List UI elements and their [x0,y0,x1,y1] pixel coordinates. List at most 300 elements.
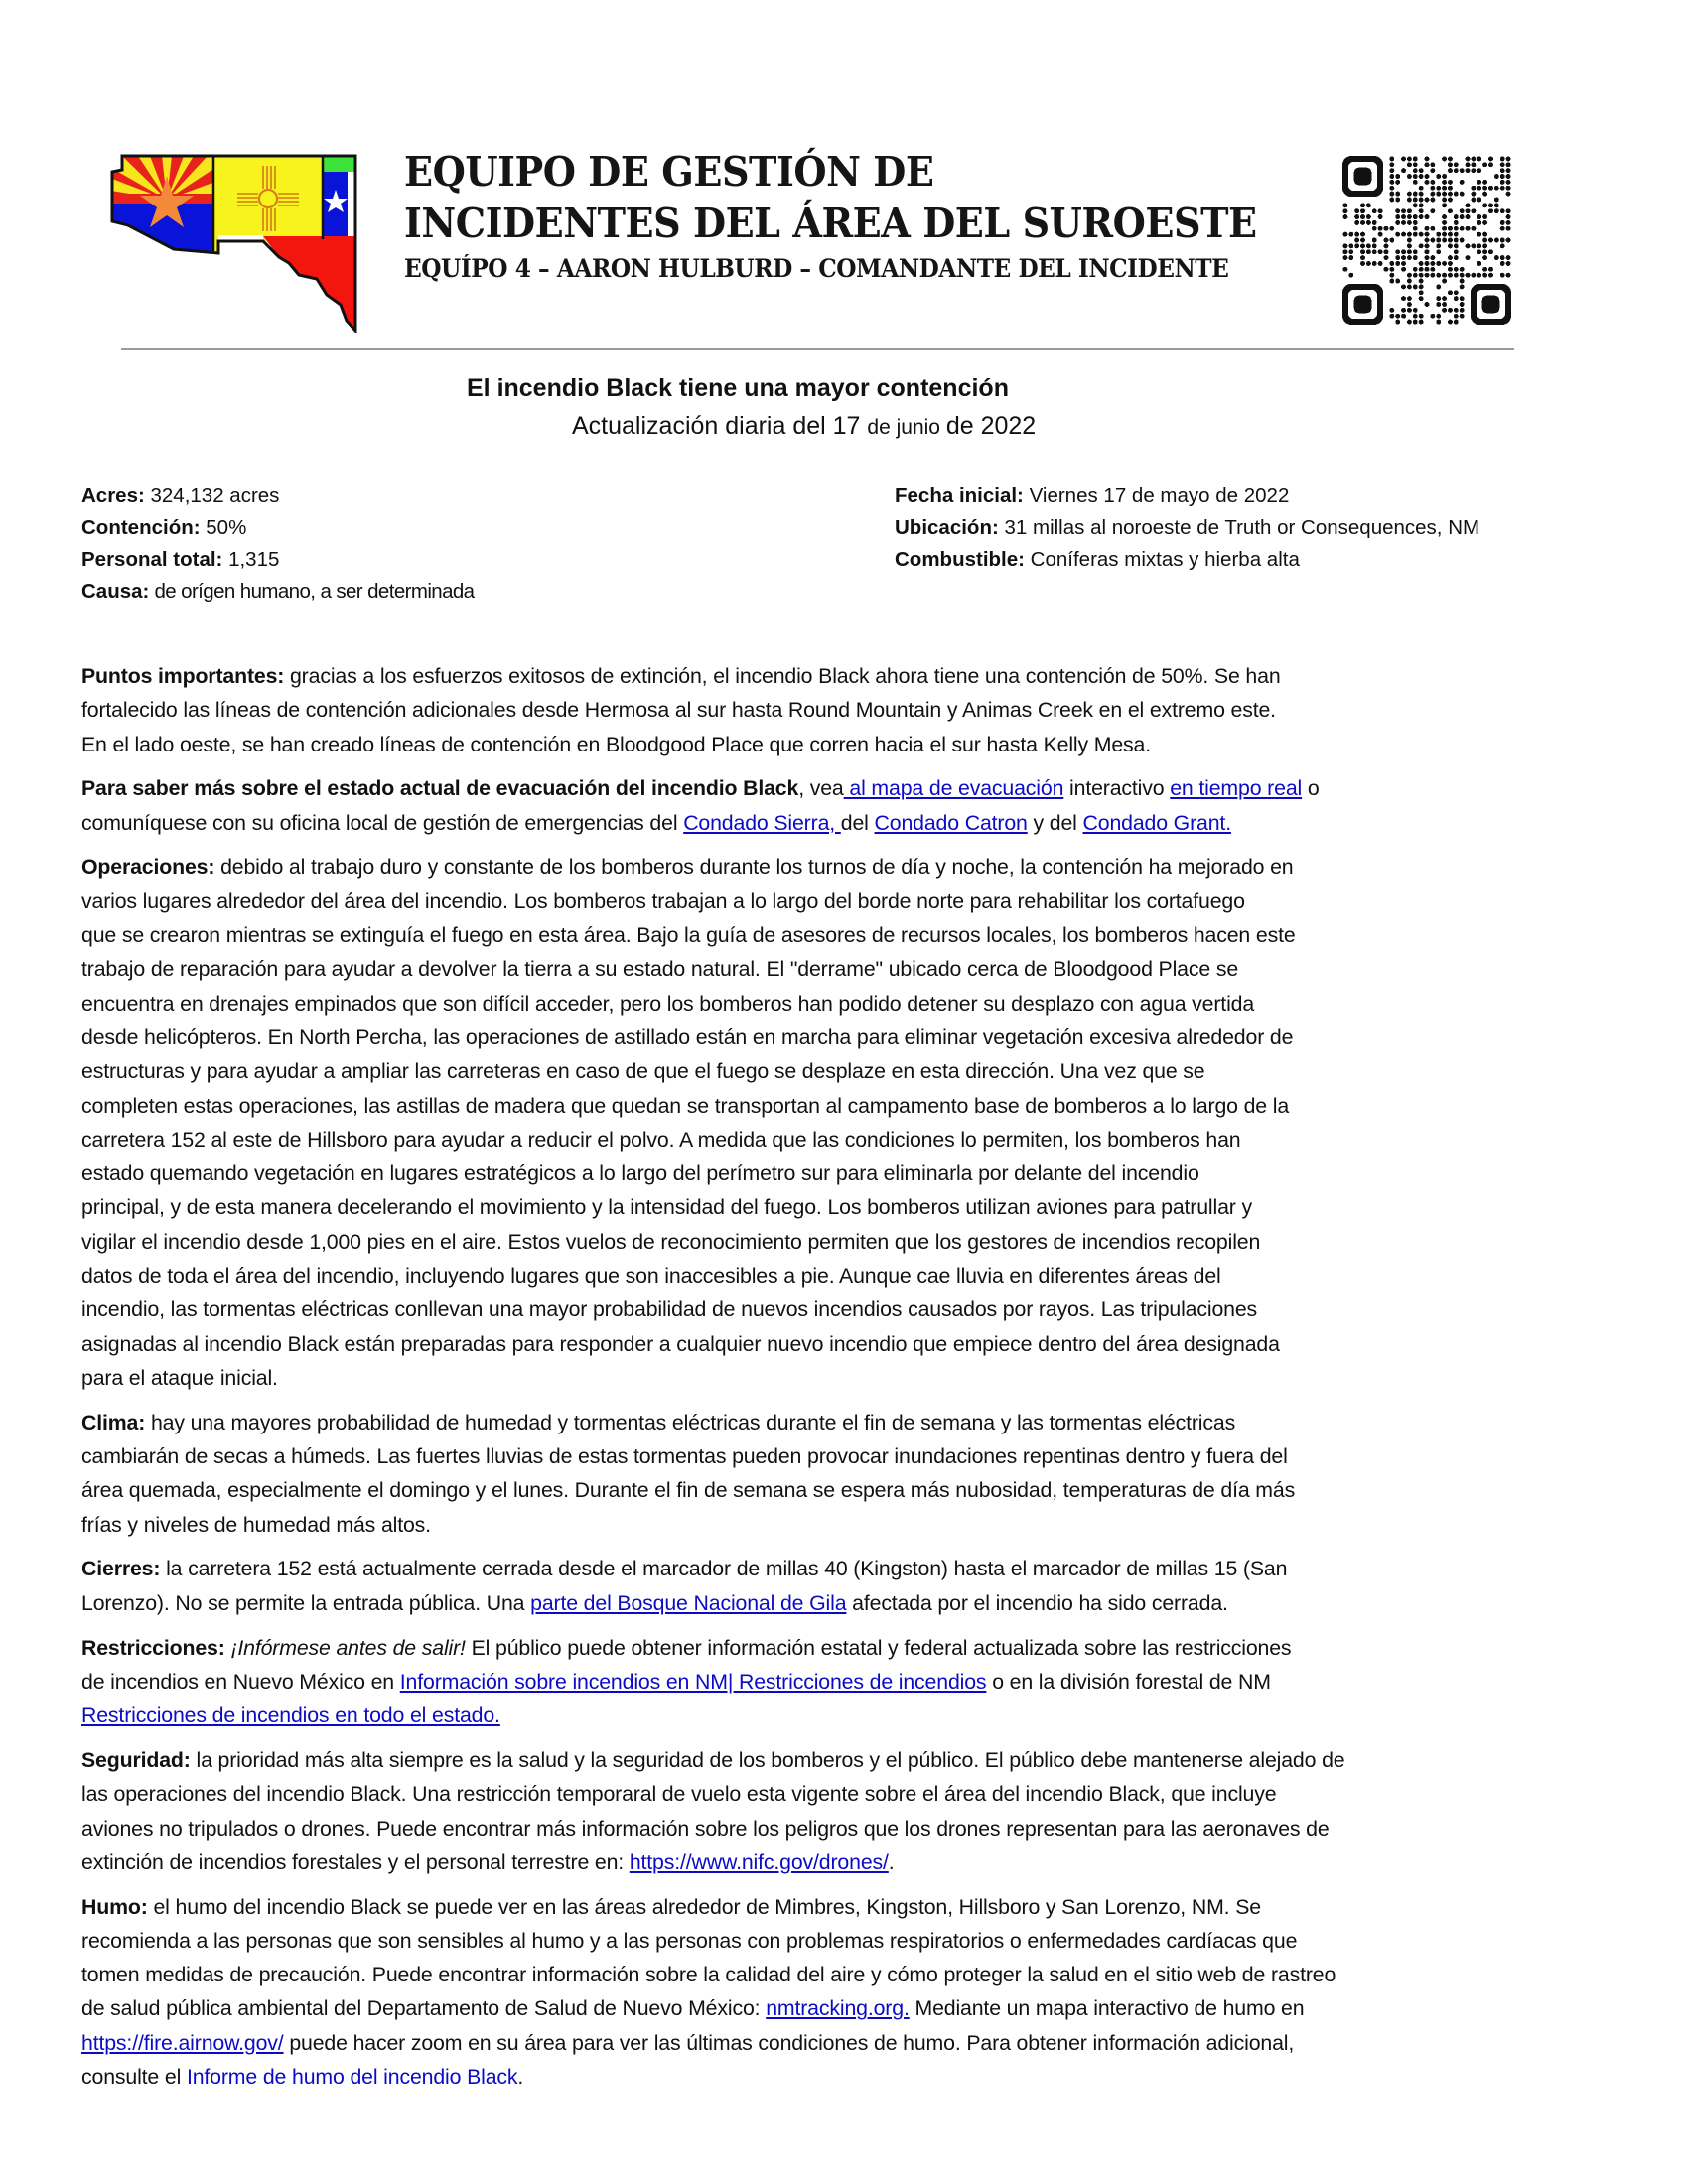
qr-module [1442,180,1447,185]
qr-module [1448,308,1453,313]
qr-module [1436,314,1441,319]
section-label: Cierres: [81,1557,161,1581]
text: . [888,1849,895,1874]
qr-module [1413,203,1418,207]
qr-module [1389,273,1394,278]
update-date [572,412,1036,441]
qr-module [1425,180,1430,185]
qr-module [1500,208,1505,213]
stat-label: Personal total: [81,548,223,571]
qr-module [1482,203,1487,207]
text-line: área quemada, especialmente el domingo y el lunes. Durante el fin de semana se espera más nubosidad, temperaturas de día más [81,1478,1296,1503]
qr-module [1395,192,1400,197]
qr-module [1342,232,1347,237]
qr-module [1442,220,1447,225]
qr-module [1389,156,1394,161]
qr-module [1436,261,1441,266]
qr-module [1425,273,1430,278]
text: puede hacer zoom en su área para ver las últimas condiciones de humo. Para obtener información adicional, [283,2030,1295,2055]
text-line: el humo del incendio Black se puede ver en las áreas alrededor de Mimbres, Kingston, Hillsboro y San Lorenzo, NM. Se [147,1894,1261,1919]
qr-module [1342,267,1347,272]
catron-county-link[interactable]: Condado Catron [874,810,1028,835]
qr-module [1401,267,1406,272]
qr-module [1460,168,1465,173]
qr-module [1401,314,1406,319]
qr-module [1425,226,1430,231]
qr-module [1436,296,1441,301]
qr-module [1366,220,1371,225]
qr-module [1460,267,1465,272]
qr-module [1413,192,1418,197]
qr-module [1395,249,1400,254]
qr-module [1407,232,1412,237]
qr-module [1454,214,1459,219]
qr-module [1395,214,1400,219]
qr-module [1471,243,1476,248]
qr-module [1494,186,1499,191]
section-label: Restricciones: [81,1635,225,1660]
qr-module [1389,314,1394,319]
qr-module [1460,273,1465,278]
qr-module [1482,186,1487,191]
qr-module [1419,314,1424,319]
qr-module [1477,243,1481,248]
stat-label: Fecha inicial: [895,484,1024,507]
qr-module [1407,302,1412,307]
qr-module [1395,174,1400,179]
qr-module [1348,255,1353,260]
qr-module [1436,302,1441,307]
stat-value: 1,315 [222,548,280,571]
qr-module [1488,267,1493,272]
qr-module [1395,314,1400,319]
qr-module [1448,238,1453,243]
qr-module [1460,279,1465,284]
qr-module [1477,220,1481,225]
qr-module [1425,302,1430,307]
qr-module [1389,168,1394,173]
qr-module [1354,232,1359,237]
qr-module [1482,180,1487,185]
section-label: Clima: [81,1410,146,1434]
qr-module [1506,238,1511,243]
text: consulte el [81,2065,187,2090]
qr-module [1378,214,1383,219]
qr-module [1430,238,1435,243]
qr-module [1448,226,1453,231]
qr-module [1384,226,1389,231]
text: , vea [798,776,844,801]
qr-module [1389,198,1394,203]
qr-module [1488,208,1493,213]
text: o en la división forestal de NM [986,1669,1271,1694]
nmtracking-link[interactable]: nmtracking.org. [766,1996,910,2021]
section-evacuation [81,771,1630,840]
stat-value: 324,132 acres [144,484,280,507]
qr-module [1506,220,1511,225]
document-headline: El incendio Black tiene una mayor contención [467,374,1009,402]
qr-module [1413,220,1418,225]
qr-module [1430,198,1435,203]
qr-module [1436,174,1441,179]
qr-module [1430,273,1435,278]
real-time-link[interactable]: en tiempo real [1170,776,1303,801]
qr-module [1348,249,1353,254]
qr-module [1448,232,1453,237]
qr-module [1419,203,1424,207]
qr-module [1448,255,1453,260]
text-line: encuentra en drenajes empinados que son difícil acceder, pero los bomberos han podido detener su desplazo con agua vertida [81,991,1255,1016]
qr-module [1460,284,1465,289]
qr-module [1448,156,1453,161]
qr-module [1442,186,1447,191]
qr-module [1430,255,1435,260]
qr-module [1342,243,1347,248]
qr-module [1360,255,1365,260]
qr-module [1354,243,1359,248]
header-title-line-2: INCIDENTES DEL ÁREA DEL SUROESTE [404,200,1257,247]
qr-module [1454,238,1459,243]
section-label: Seguridad: [81,1747,191,1772]
text-line: aviones no tripulados o drones. Puede encontrar más información sobre los peligros que los drones representan para las aeronaves de [81,1816,1330,1841]
qr-module [1425,232,1430,237]
qr-module [1413,314,1418,319]
qr-module [1482,243,1487,248]
qr-module [1454,314,1459,319]
qr-module [1500,226,1505,231]
qr-module [1378,249,1383,254]
qr-module [1442,261,1447,266]
header-divider [121,348,1514,350]
qr-module [1413,226,1418,231]
evacuation-map-link[interactable]: al mapa de evacuación [843,776,1064,801]
qr-module [1419,232,1424,237]
qr-module [1425,162,1430,167]
statewide-restrictions-link[interactable]: Restricciones de incendios en todo el estado. [81,1704,500,1728]
qr-module [1482,267,1487,272]
section-operations [81,850,1630,1395]
qr-module [1482,232,1487,237]
qr-module [1384,255,1389,260]
qr-module [1500,156,1505,161]
qr-module [1342,214,1347,219]
qr-module [1425,238,1430,243]
qr-module [1413,255,1418,260]
stat-value: de orígen humano, a ser determinada [149,580,475,603]
qr-module [1506,255,1511,260]
qr-module [1448,162,1453,167]
stat-start-date [895,480,1479,512]
text-line: tomen medidas de precaución. Puede encontrar información sobre la calidad del aire y cómo proteger la salud en el sitio web de rastreo [81,1963,1336,1987]
qr-module [1506,226,1511,231]
qr-module [1506,192,1511,197]
stat-personnel [81,544,474,576]
qr-module [1466,156,1471,161]
qr-module [1342,249,1347,254]
qr-module [1454,232,1459,237]
qr-module [1354,208,1359,213]
qr-module [1407,192,1412,197]
qr-module [1360,214,1365,219]
qr-module [1419,214,1424,219]
section-label: Operaciones: [81,855,215,880]
text-line: gracias a los esfuerzos exitosos de extinción, el incendio Black ahora tiene una contención de 50%. Se han [284,664,1281,688]
qr-module [1407,284,1412,289]
qr-module [1442,214,1447,219]
qr-module [1407,238,1412,243]
qr-module [1454,296,1459,301]
qr-module [1360,203,1365,207]
text-line: trabajo de reparación para ayudar a devolver la tierra a su estado natural. El "derrame" ubicado cerca de Bloodgood Place se [81,957,1239,982]
qr-module [1454,308,1459,313]
nm-fire-info-link[interactable]: Información sobre incendios en NM| Restricciones de incendios [399,1669,987,1694]
qr-module [1372,208,1377,213]
qr-module [1471,273,1476,278]
qr-module [1500,255,1505,260]
text: El público puede obtener información estatal y federal actualizada sobre las restricciones [465,1635,1292,1660]
qr-module [1471,198,1476,203]
qr-module [1482,214,1487,219]
qr-module [1448,180,1453,185]
section-closures [81,1552,1630,1620]
qr-module [1395,220,1400,225]
qr-module [1436,186,1441,191]
qr-module [1407,296,1412,301]
qr-module [1454,273,1459,278]
qr-module [1407,279,1412,284]
qr-module [1419,296,1424,301]
qr-module [1413,156,1418,161]
qr-module [1448,198,1453,203]
qr-module [1494,174,1499,179]
text-line: fortalecido las líneas de contención adicionales desde Hermosa al sur hasta Round Mountain y Animas Creek en el extremo este. [81,698,1276,723]
qr-module [1378,226,1383,231]
qr-module [1454,243,1459,248]
qr-module [1348,243,1353,248]
qr-module [1407,208,1412,213]
stat-fuel [895,544,1479,576]
airnow-link[interactable]: https://fire.airnow.gov/ [81,2030,284,2055]
qr-module [1372,249,1377,254]
qr-module [1500,174,1505,179]
qr-module [1366,261,1371,266]
qr-module [1372,220,1377,225]
qr-module [1378,232,1383,237]
qr-module [1477,249,1481,254]
qr-module [1384,243,1389,248]
stat-location [895,512,1479,544]
qr-module [1372,261,1377,266]
qr-module [1460,214,1465,219]
qr-module [1506,261,1511,266]
qr-module [1348,232,1353,237]
qr-module [1448,208,1453,213]
qr-module [1419,208,1424,213]
text-line: las operaciones del incendio Black. Una restricción temporaral de vuelo esta vigente sobre el área del incendio Black, que incluye [81,1782,1277,1807]
text-line: datos de toda el área del incendio, incluyendo lugares que son inaccesibles a pie. Aunque cae lluvia en diferentes áreas del [81,1264,1221,1289]
text: Lorenzo). No se permite la entrada pública. Una [81,1590,531,1615]
qr-module [1366,243,1371,248]
qr-module [1471,192,1476,197]
section-weather [81,1406,1630,1542]
text-line: para el ataque inicial. [81,1365,278,1390]
header-title-line-1: EQUIPO DE GESTIÓN DE [404,148,934,196]
stat-value: Viernes 17 de mayo de 2022 [1023,484,1290,507]
qr-module [1389,226,1394,231]
qr-module [1477,180,1481,185]
qr-module [1442,238,1447,243]
qr-module [1494,198,1499,203]
qr-module [1430,180,1435,185]
qr-module [1413,232,1418,237]
southwest-area-logo-icon [104,154,357,333]
section-safety [81,1743,1630,1879]
text-line: estado quemando vegetación en lugares estratégicos a lo largo del perímetro sur para eliminarla por delante del incendio [81,1161,1199,1186]
qr-module [1407,243,1412,248]
qr-module [1401,308,1406,313]
qr-module [1488,273,1493,278]
text: extinción de incendios forestales y el personal terrestre en: [81,1849,630,1874]
qr-module [1360,249,1365,254]
qr-code-icon[interactable] [1342,154,1511,327]
qr-module [1425,261,1430,266]
update-date-month: de junio [867,416,946,439]
qr-module [1460,296,1465,301]
qr-module [1482,238,1487,243]
qr-module [1366,214,1371,219]
qr-module [1342,255,1347,260]
qr-module [1506,186,1511,191]
qr-module [1460,314,1465,319]
qr-module [1401,220,1406,225]
qr-module [1460,238,1465,243]
qr-module [1500,261,1505,266]
qr-module [1425,214,1430,219]
text: comuníquese con su oficina local de gestión de emergencias del [81,810,684,835]
qr-module [1395,208,1400,213]
qr-module [1407,273,1412,278]
qr-module [1366,203,1371,207]
smoke-report-link[interactable]: Informe de humo del incendio Black [186,2065,518,2090]
qr-module [1442,203,1447,207]
qr-module [1413,214,1418,219]
qr-module [1466,226,1471,231]
text: de salud pública ambiental del Departamento de Salud de Nuevo México: [81,1996,767,2021]
qr-module [1407,162,1412,167]
qr-module [1488,238,1493,243]
qr-module [1442,273,1447,278]
stat-value: Coníferas mixtas y hierba alta [1024,548,1300,571]
qr-module [1442,192,1447,197]
gila-forest-link[interactable]: parte del Bosque Nacional de Gila [530,1590,847,1615]
qr-module [1460,208,1465,213]
qr-module [1384,238,1389,243]
qr-module [1500,180,1505,185]
qr-module [1378,261,1383,266]
qr-module [1407,255,1412,260]
qr-module [1460,192,1465,197]
qr-module [1506,156,1511,161]
qr-module [1506,162,1511,167]
qr-module [1419,174,1424,179]
text-line: la prioridad más alta siempre es la salud y la seguridad de los bomberos y el público. El público debe mantenerse alejado de [190,1747,1345,1772]
sierra-county-link[interactable]: Condado Sierra, [683,810,841,835]
qr-module [1460,308,1465,313]
text-line: que se crearon mientras se extinguía el fuego en esta área. Bajo la guía de asesores de recursos locales, los bomberos hacen este [81,923,1296,948]
section-label: Para saber más sobre el estado actual de evacuación del incendio Black [81,776,799,801]
qr-module [1488,186,1493,191]
qr-module [1419,168,1424,173]
qr-module [1425,198,1430,203]
qr-module [1482,192,1487,197]
qr-module [1466,214,1471,219]
qr-module [1494,255,1499,260]
qr-module [1407,320,1412,325]
qr-module [1413,174,1418,179]
qr-module [1500,220,1505,225]
qr-module [1360,208,1365,213]
qr-module [1389,186,1394,191]
qr-module [1500,243,1505,248]
italic-text: ¡Infórmese antes de salir! [224,1635,466,1660]
qr-module [1366,249,1371,254]
nifc-drones-link[interactable]: https://www.nifc.gov/drones/ [629,1849,889,1874]
qr-module [1454,249,1459,254]
qr-module [1442,156,1447,161]
qr-module [1500,162,1505,167]
qr-module [1448,320,1453,325]
grant-county-link[interactable]: Condado Grant. [1082,810,1231,835]
qr-module [1425,255,1430,260]
qr-module [1488,162,1493,167]
qr-module [1389,238,1394,243]
qr-module [1413,284,1418,289]
qr-module [1494,203,1499,207]
qr-module [1466,162,1471,167]
qr-module [1354,214,1359,219]
qr-module [1448,273,1453,278]
text-line: cambiarán de secas a húmeds. Las fuertes lluvias de estas tormentas pueden provocar inundaciones repentinas dentro y fuera del [81,1444,1288,1469]
text-line: la carretera 152 está actualmente cerrada desde el marcador de millas 40 (Kingston) hasta el marcador de millas 15 (San [160,1557,1288,1581]
qr-module [1360,238,1365,243]
qr-module [1471,168,1476,173]
qr-module [1454,192,1459,197]
qr-module [1413,267,1418,272]
qr-module [1360,220,1365,225]
qr-module [1471,156,1476,161]
qr-module [1482,249,1487,254]
qr-module [1419,284,1424,289]
qr-module [1500,273,1505,278]
text: y del [1027,810,1083,835]
qr-module [1401,261,1406,266]
qr-module [1454,220,1459,225]
qr-module [1413,168,1418,173]
qr-module [1384,267,1389,272]
qr-module [1436,249,1441,254]
qr-module [1477,232,1481,237]
qr-module [1471,186,1476,191]
qr-module [1477,261,1481,266]
qr-module [1419,192,1424,197]
qr-module [1442,296,1447,301]
qr-module [1448,186,1453,191]
qr-module [1482,255,1487,260]
qr-module [1482,273,1487,278]
qr-module [1477,198,1481,203]
qr-module [1389,279,1394,284]
text-line: carretera 152 al este de Hillsboro para ayudar a reducir el polvo. A medida que las condiciones lo permiten, los bomberos han [81,1127,1241,1152]
